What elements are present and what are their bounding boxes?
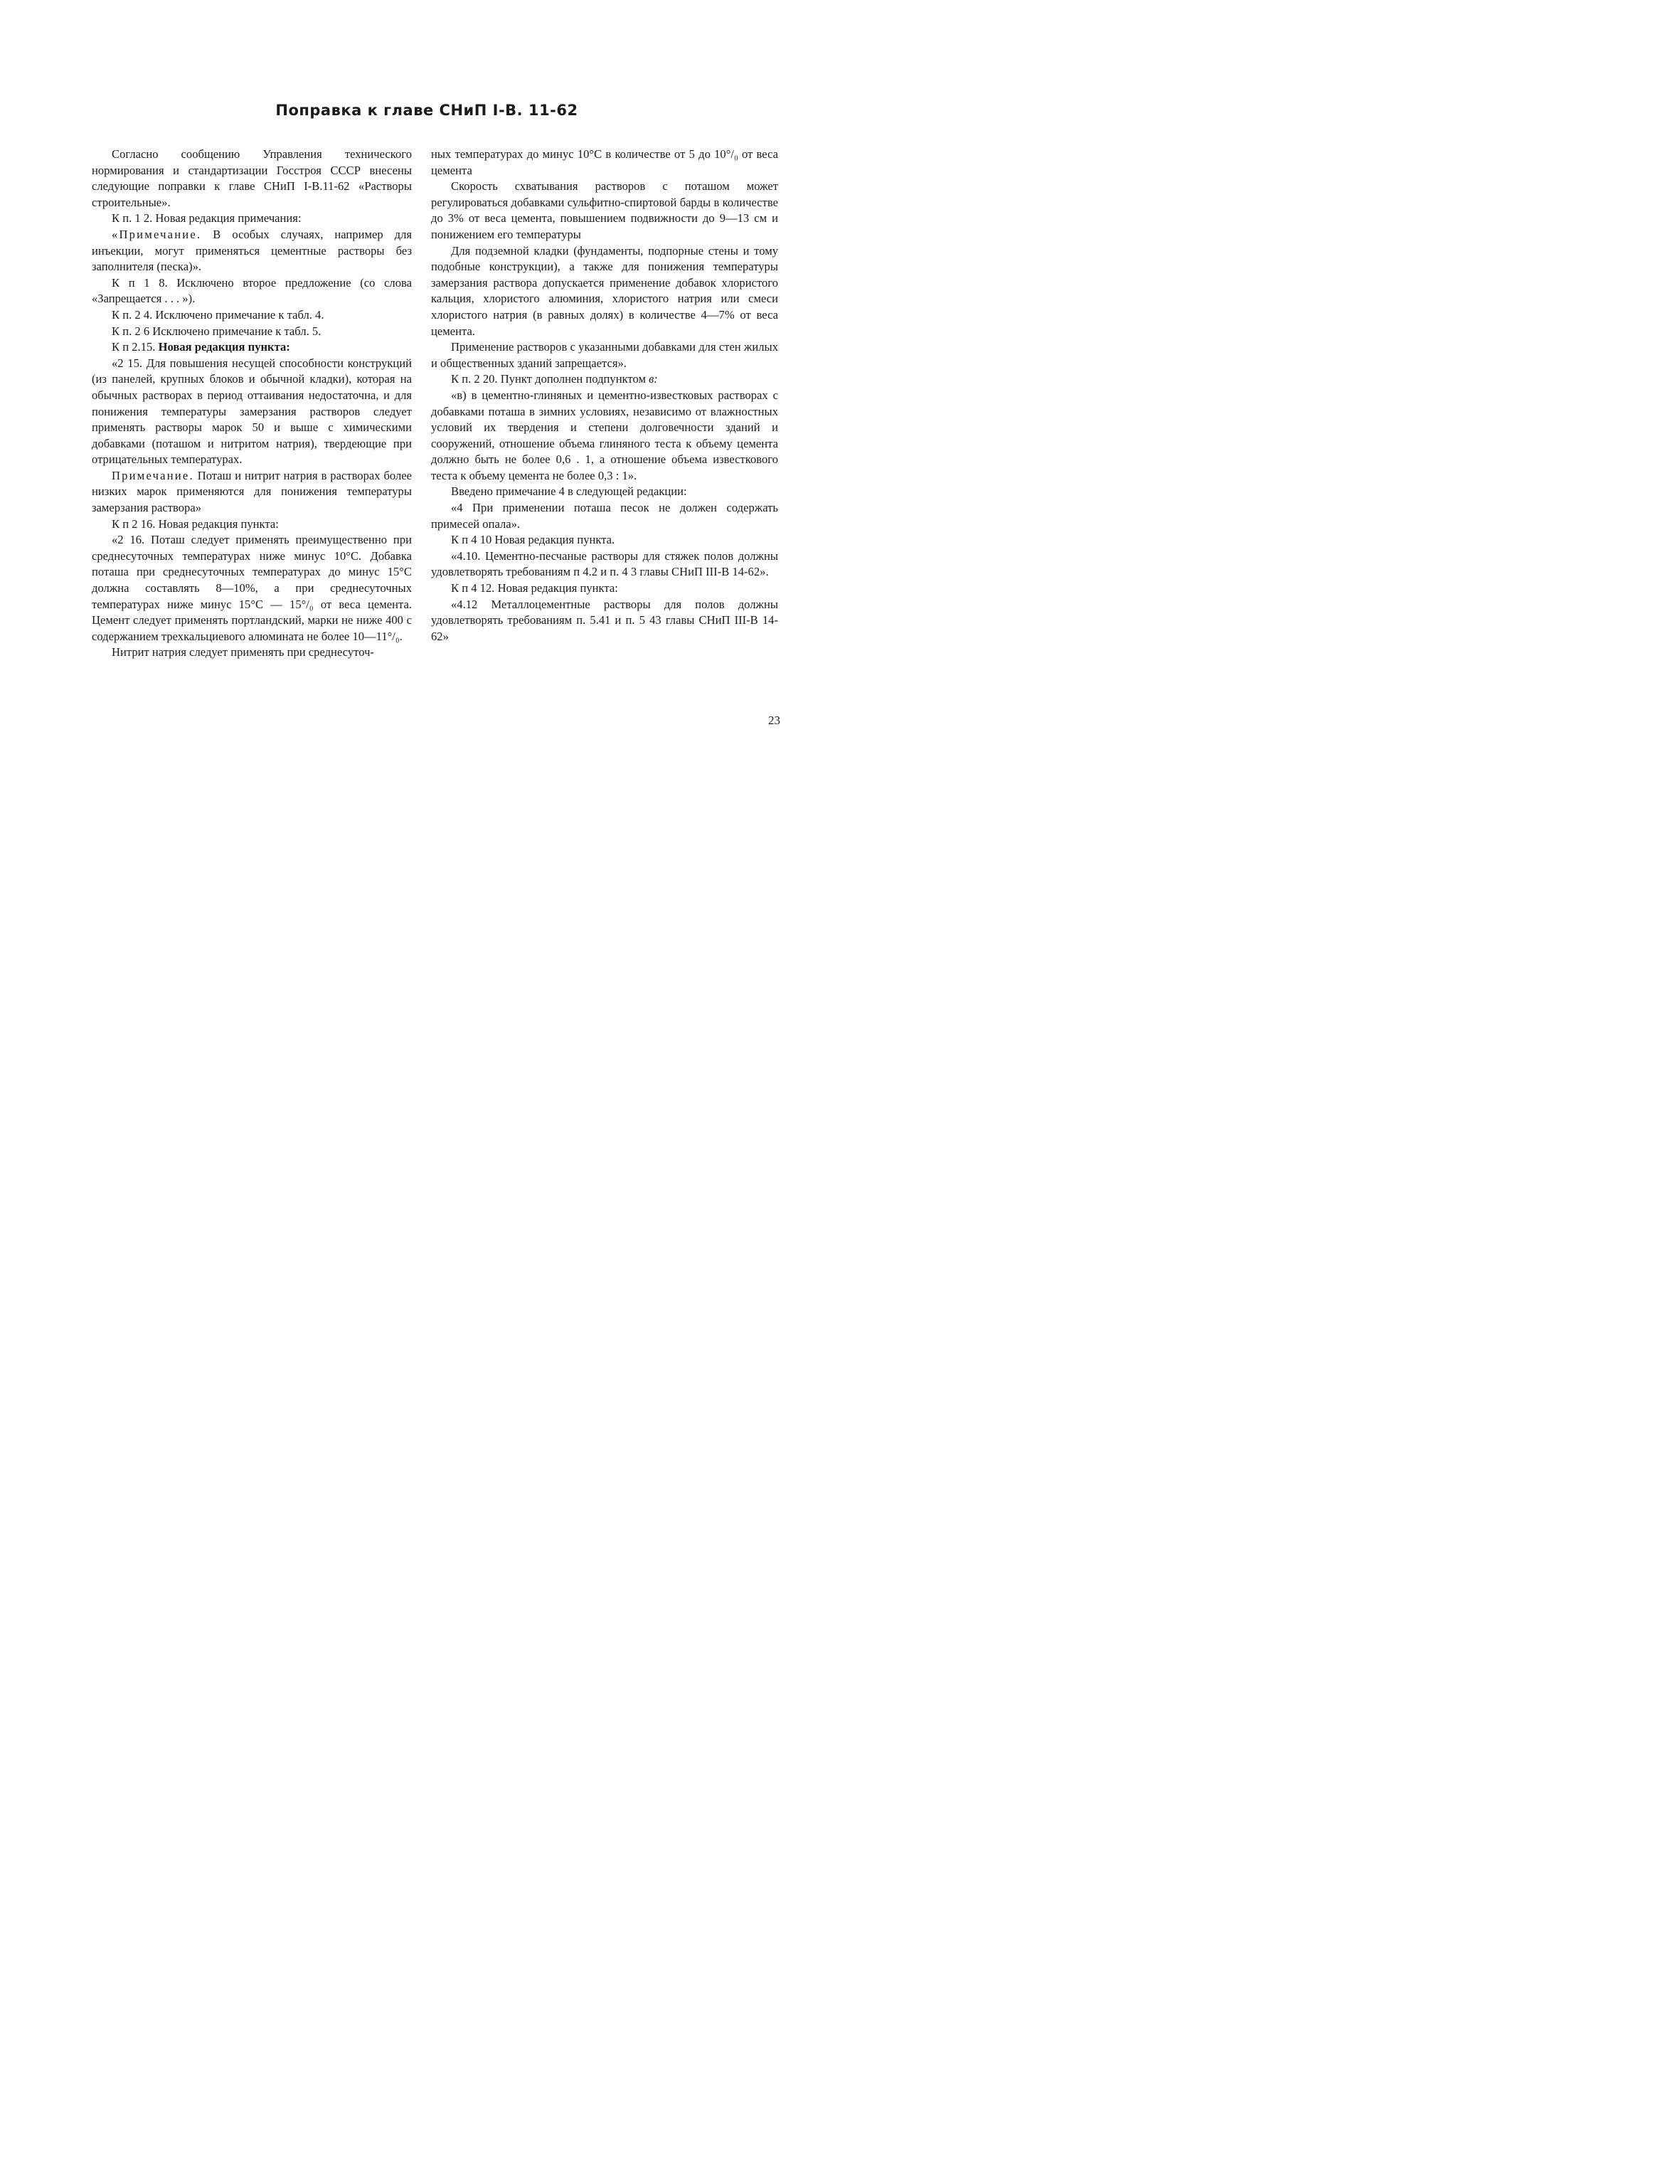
paragraph: Введено примечание 4 в следующей редакции: xyxy=(451,484,687,499)
paragraph: К п 4 12. Новая редакция пункта: xyxy=(451,581,618,595)
paragraph: ных температурах до минус 10°С в количестве от 5 до 10°/₀ от веса цемента xyxy=(431,147,778,177)
paragraph: К п 1 8. Исключено второе предложение (со слова «Запрещается . . . »). xyxy=(92,275,412,306)
page-number: 23 xyxy=(768,714,780,727)
paragraph: К п 2 16. Новая редакция пункта: xyxy=(112,516,279,531)
paragraph: «2 16. Поташ следует применять преимущественно при среднесуточных температурах ниже минус 10°С. Добавка поташа при среднесуточных температурах до минус 15°С должна составлять 8—10%, а при среднесуточных температурах ниже минус 15°С — 15°/₀ от веса цемента. Цемент следует применять портландский, марки не ниже 400 с содержанием трехкальциевого алюмината не более 10—11°/₀. xyxy=(92,533,412,643)
paragraph: Применение растворов с указанными добавками для стен жилых и общественных зданий запрещается». xyxy=(431,340,778,370)
paragraph: «4 При применении поташа песок не должен содержать примесей опала». xyxy=(431,501,778,531)
right-column xyxy=(431,147,778,645)
document-page xyxy=(0,0,861,1119)
clause-ref: К п. 2 20. Пункт дополнен подпунктом xyxy=(451,372,649,386)
paragraph: Скорость схватывания растворов с поташом может регулироваться добавками сульфитно-спиртовой барды в количестве до 3% от веса цемента, повышением подвижности до 9—13 см и понижением его температуры xyxy=(431,179,778,241)
left-column xyxy=(92,147,412,661)
page-title: Поправка к главе СНиП I-В. 11-62 xyxy=(275,102,578,119)
paragraph: К п. 1 2. Новая редакция примечания: xyxy=(112,211,302,226)
paragraph: Согласно сообщению Управления технического нормирования и стандартизации Госстроя СССР внесены следующие поправки к главе СНиП I-В.11-62 «Растворы строительные». xyxy=(92,147,412,209)
paragraph xyxy=(92,227,412,275)
paragraph: К п 4 10 Новая редакция пункта. xyxy=(451,533,615,547)
paragraph: «4.10. Цементно-песчаные растворы для стяжек полов должны удовлетворять требованиям п 4.2 и п. 4 3 главы СНиП III-В 14-62». xyxy=(431,548,778,579)
subclause-letter: в: xyxy=(649,372,658,386)
note-label: «Примечание. xyxy=(112,227,202,241)
paragraph: «2 15. Для повышения несущей способности конструкций (из панелей, крупных блоков и обычной кладки), которая на обычных растворах в период оттаивания недостаточна, и для понижения температуры замерзания растворов следует применять растворы марок 50 и выше с химическими добавками (поташом и нитритом натрия), твердеющие при отрицательных температурах. xyxy=(92,356,412,467)
paragraph xyxy=(92,339,412,356)
paragraph xyxy=(92,468,412,516)
paragraph: К п. 2 4. Исключено примечание к табл. 4. xyxy=(112,307,324,322)
paragraph: К п. 2 6 Исключено примечание к табл. 5. xyxy=(112,324,321,338)
note-text: В особых случаях, например для инъекции, могут применяться цементные растворы без заполнителя (песка)». xyxy=(92,227,412,274)
clause-heading: Новая редакция пункта: xyxy=(158,340,290,354)
paragraph: «в) в цементно-глиняных и цементно-известковых растворах с добавками поташа в зимних условиях, независимо от влажностных условий их твердения и степени долговечности зданий и сооружений, отношение объема глиняного теста к объему цемента должно быть не более 0,6 . 1, а отношение объема известкового теста к объему цемента не более 0,3 : 1». xyxy=(431,388,778,482)
paragraph xyxy=(431,371,778,388)
note-label: Примечание. xyxy=(112,468,194,482)
paragraph: «4.12 Металлоцементные растворы для полов должны удовлетворять требованиям п. 5.41 и п. 5 43 главы СНиП III-В 14-62» xyxy=(431,597,778,643)
clause-ref: К п 2.15. xyxy=(112,340,159,354)
paragraph: Для подземной кладки (фундаменты, подпорные стены и тому подобные конструкции), а также для понижения температуры замерзания раствора допускается применение добавок хлористого кальция, хлористого алюминия, хлористого натрия или смеси хлористого натрия (в равных долях) в количестве 4—7% от веса цемента. xyxy=(431,243,778,338)
paragraph: Нитрит натрия следует применять при среднесуточ- xyxy=(112,645,374,659)
note-text: Поташ и нитрит натрия в растворах более низких марок применяются для понижения температуры замерзания раствора» xyxy=(92,468,412,515)
